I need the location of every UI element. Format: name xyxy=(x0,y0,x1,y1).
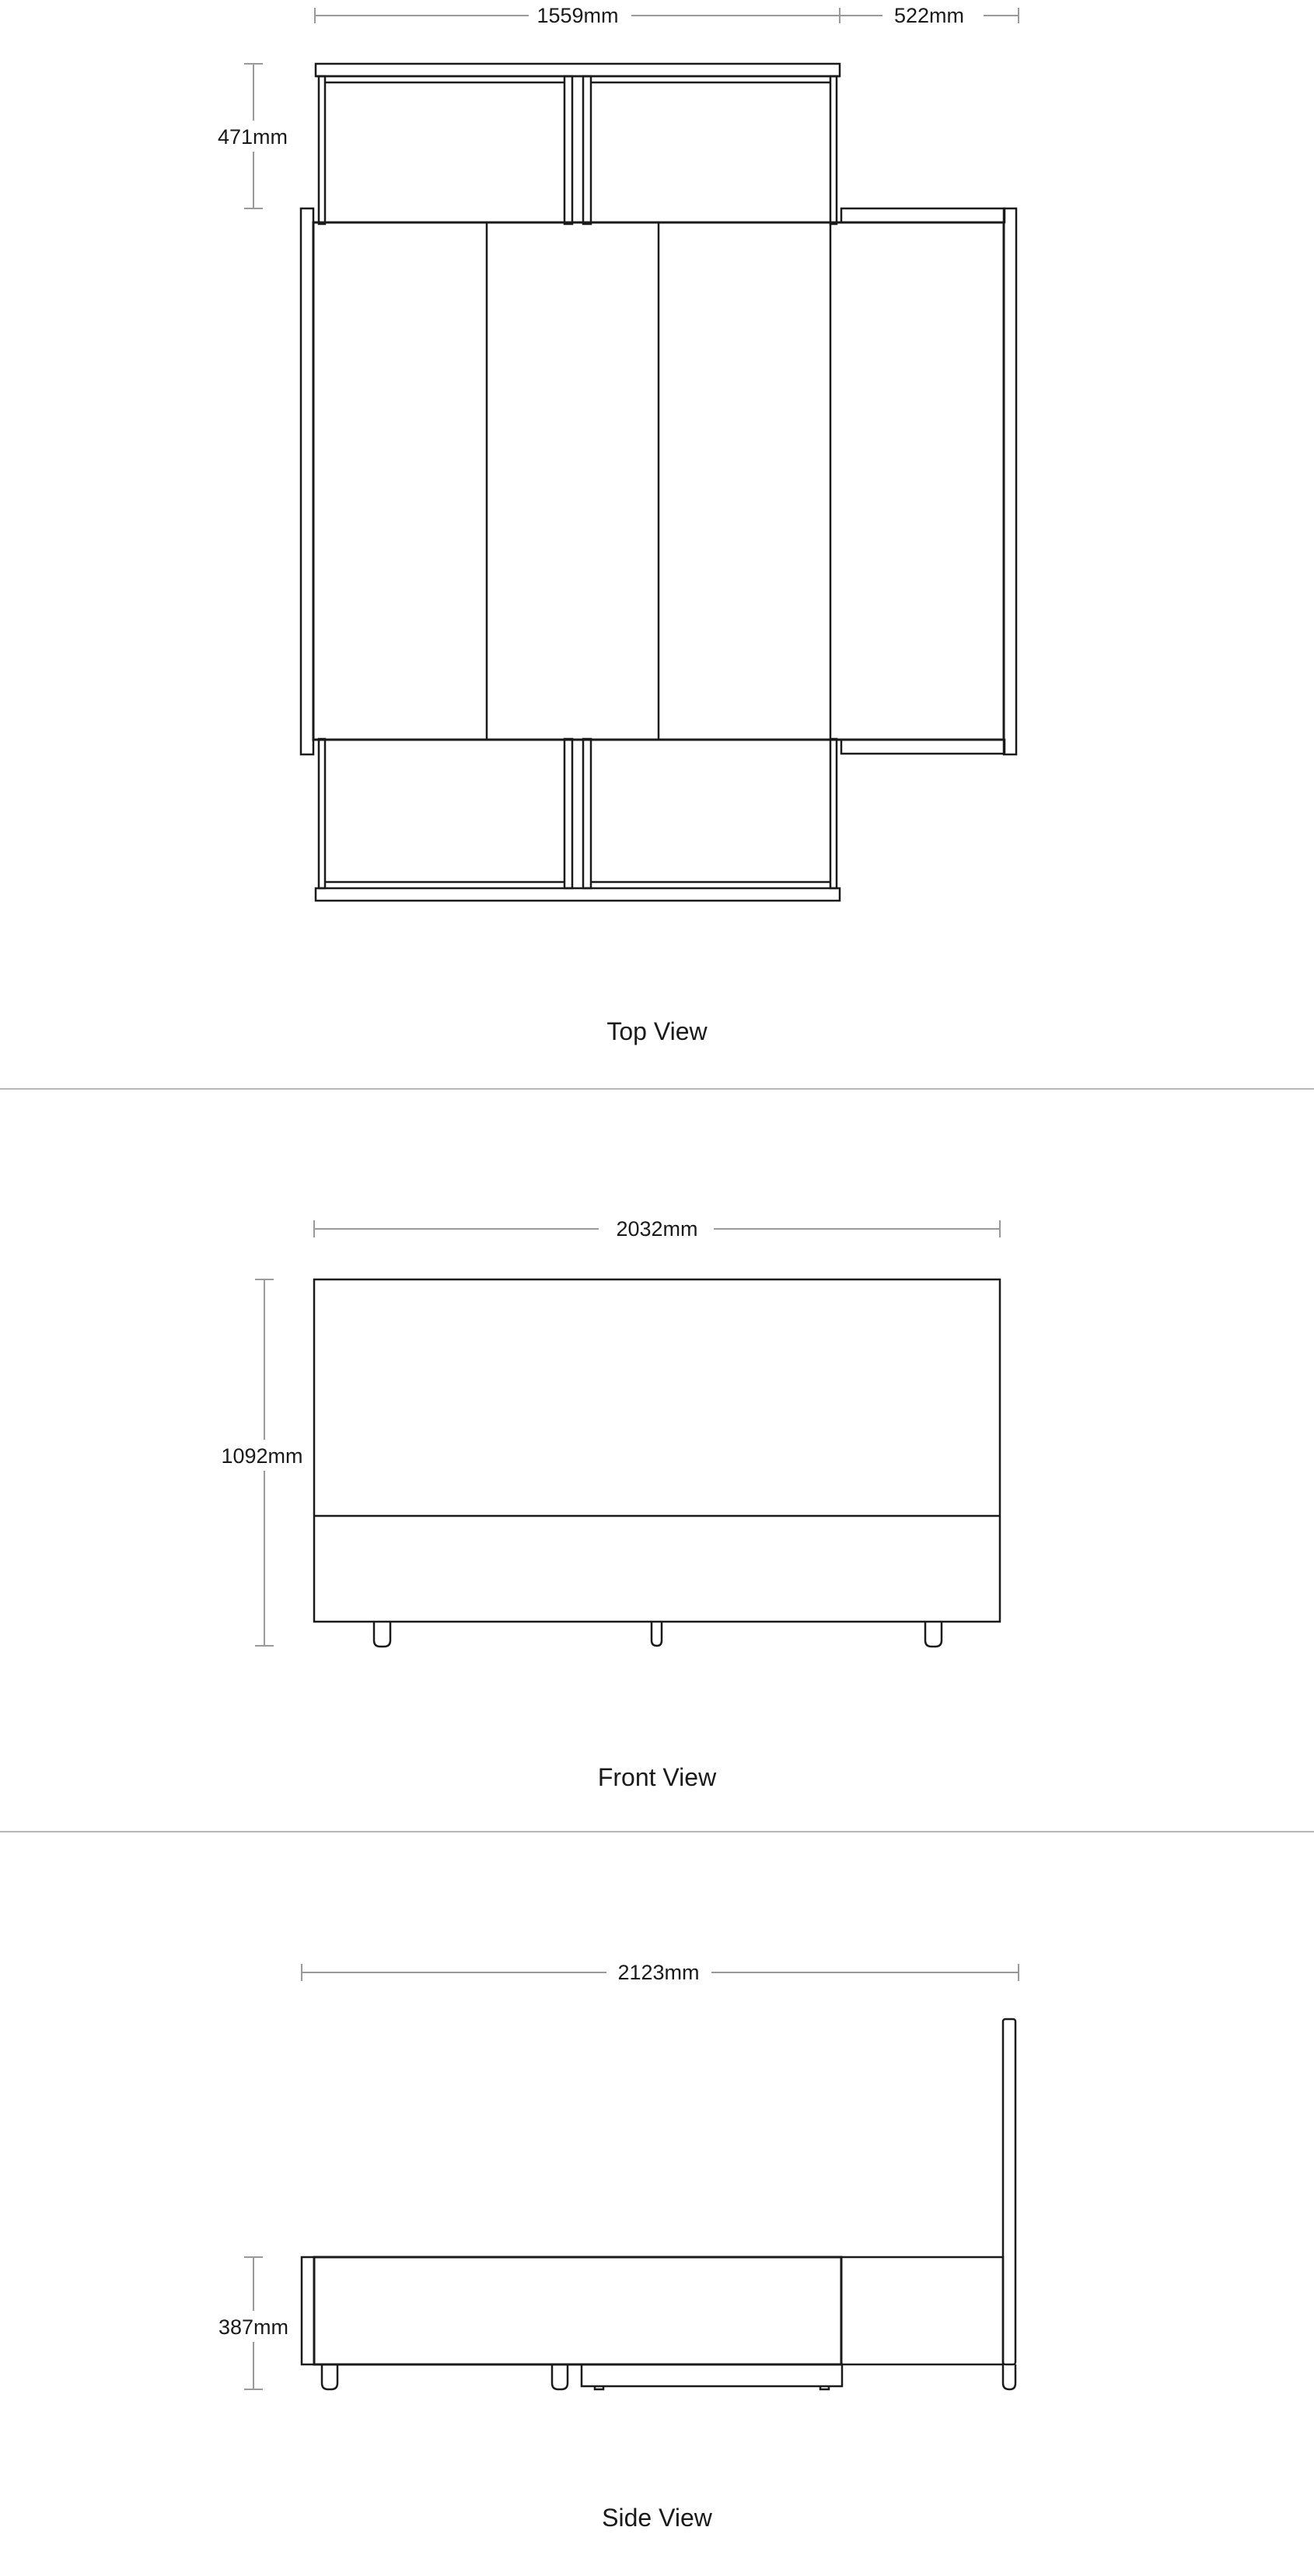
side-view-height-label: 387mm xyxy=(218,2315,289,2339)
top-view-depth-dimension xyxy=(218,64,288,208)
side-view-length-label: 2123mm xyxy=(617,1961,700,1984)
top-view-side-dimension xyxy=(840,4,1019,27)
side-view-height-dimension xyxy=(218,2257,288,2389)
top-view-mattress xyxy=(313,222,1004,740)
side-view-length-dimension xyxy=(302,1961,1019,1984)
front-view-height-label: 1092mm xyxy=(221,1444,303,1468)
top-view-side-table xyxy=(841,208,1016,754)
side-view-caption: Side View xyxy=(602,2504,712,2532)
side-view-drawer xyxy=(582,2364,842,2386)
side-view-bed xyxy=(302,2019,1015,2364)
front-view-caption: Front View xyxy=(597,1763,717,1791)
front-view-legs xyxy=(374,1622,942,1647)
front-view-bed xyxy=(314,1279,1000,1622)
front-view-height-dimension xyxy=(221,1279,302,1646)
front-view-width-label: 2032mm xyxy=(616,1217,698,1241)
front-view-panel xyxy=(0,1090,1314,1832)
top-view-depth-label: 471mm xyxy=(217,125,288,149)
top-view-caption: Top View xyxy=(606,1017,708,1045)
front-view-width-dimension xyxy=(314,1217,1000,1241)
side-view-drawing xyxy=(0,1832,1314,2576)
side-view-panel xyxy=(0,1832,1314,2576)
top-view-width-dimension xyxy=(315,4,840,27)
top-view-width-label: 1559mm xyxy=(536,4,619,27)
front-view-drawing xyxy=(0,1090,1314,1832)
top-view-lower-frame xyxy=(316,739,840,901)
top-view-drawing xyxy=(0,0,1314,1089)
top-view-left-rail xyxy=(301,208,313,754)
top-view-panel xyxy=(0,0,1314,1089)
top-view-upper-frame xyxy=(316,64,840,224)
top-view-side-label: 522mm xyxy=(893,4,965,27)
